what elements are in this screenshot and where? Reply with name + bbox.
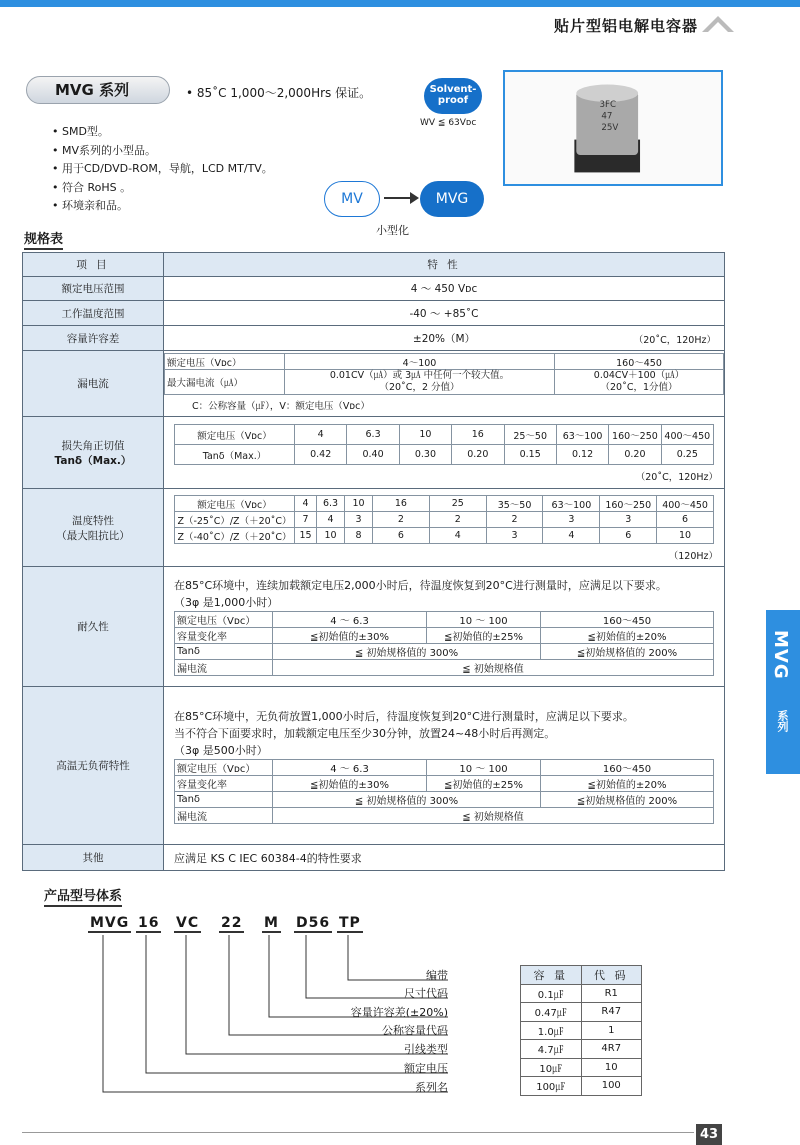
zratio-cell: 16 (373, 496, 430, 512)
temp-char-label: 温度特性 (72, 514, 114, 527)
zratio-cell: 8 (345, 528, 373, 544)
temp-char-table (174, 495, 714, 544)
photo-marking-line: 25V (601, 122, 619, 133)
shelf-cell: 160～450 (541, 759, 714, 775)
tan-cell: 额定电压（Vᴅᴄ） (175, 425, 295, 445)
cap-cell: 1.0㎌ (521, 1021, 582, 1040)
cap-cell: R1 (581, 984, 642, 1003)
endurance-cell: ≦ 初始规格值的 300% (273, 644, 541, 660)
tan-cell: 16 (452, 425, 504, 445)
zratio-cell: 15 (295, 528, 317, 544)
endurance-label: 耐久性 (23, 567, 164, 687)
endurance-cell: 漏电流 (175, 660, 273, 676)
top-accent-bar (0, 0, 800, 7)
shelf-text: 当不符合下面要求时，加载额定电压至少30分钟，放置24~48小时后再测定。 (174, 726, 556, 740)
rated-voltage-value: 4 ～ 450 Vᴅᴄ (164, 277, 725, 301)
endurance-cell: 160～450 (541, 612, 714, 628)
page-title: 贴片型铝电解电容器 (553, 17, 698, 35)
tan-cell: 0.40 (347, 445, 399, 465)
zratio-cell: 4 (429, 528, 486, 544)
cap-cell: 100㎌ (521, 1077, 582, 1096)
zratio-cell: 3 (486, 528, 543, 544)
shelf-cell: 额定电压（Vᴅᴄ） (175, 759, 273, 775)
spec-heading: 规格表 (24, 228, 63, 250)
shelf-cell: ≦初始规格值的 200% (541, 791, 714, 807)
cap-cell: 1 (581, 1021, 642, 1040)
zratio-cell: 7 (295, 512, 317, 528)
other-label: 其他 (23, 845, 164, 871)
zratio-cell: 63～100 (543, 496, 600, 512)
tan-cell: 25～50 (504, 425, 556, 445)
endurance-cell: ≦初始值的±30% (273, 628, 427, 644)
shelf-cell: ≦初始值的±20% (541, 775, 714, 791)
zratio-cell: 6.3 (317, 496, 345, 512)
shelf-text: （3φ 是500小时） (174, 743, 268, 757)
temp-range-label: 工作温度范围 (23, 301, 164, 326)
page-number: 43 (696, 1124, 722, 1145)
endurance-cell: 容量变化率 (175, 628, 273, 644)
zratio-cell: 3 (345, 512, 373, 528)
shelf-cell: 容量变化率 (175, 775, 273, 791)
mvg-bubble: MVG (420, 181, 484, 217)
tan-cell: 160～250 (609, 425, 661, 445)
cap-cell: 0.1㎌ (521, 984, 582, 1003)
col-item: 项 目 (23, 253, 164, 277)
series-side-tab (766, 610, 800, 774)
tolerance-label: 容量许容差 (23, 326, 164, 351)
leak-formula-note: （20˚C，1分值） (600, 382, 678, 393)
feature-item: • 用于CD/DVD-ROM，导航，LCD MT/TV。 (52, 162, 273, 175)
pn-label: 容量许容差(±20%) (350, 1006, 448, 1019)
zratio-cell: Z（-40˚C）/Z（＋20˚C） (175, 528, 295, 544)
pn-lead-code: VC (176, 915, 200, 931)
zratio-cell: 6 (600, 528, 657, 544)
cap-cell: 10 (581, 1058, 642, 1077)
zratio-cell: 10 (345, 496, 373, 512)
leak-cell: 最大漏电流（㎂） (165, 370, 285, 395)
pn-series-code: MVG (90, 915, 130, 931)
endurance-cell: 额定电压（Vᴅᴄ） (175, 612, 273, 628)
zratio-cell: 2 (486, 512, 543, 528)
col-characteristics: 特 性 (164, 253, 725, 277)
cap-cell: 10㎌ (521, 1058, 582, 1077)
shelf-cell: ≦初始值的±25% (427, 775, 541, 791)
pn-label: 尺寸代码 (404, 987, 448, 1000)
shelf-cell: 4 ～ 6.3 (273, 759, 427, 775)
tan-cell: 0.20 (452, 445, 504, 465)
endurance-cell: Tanδ (175, 644, 273, 660)
zratio-cell: 4 (317, 512, 345, 528)
zratio-cell: 6 (373, 528, 430, 544)
tan-cell: 0.25 (661, 445, 713, 465)
side-tab-sub: 系列 (776, 710, 789, 732)
shelf-cell: Tanδ (175, 791, 273, 807)
tolerance-note: （20˚C，120Hz） (633, 335, 716, 346)
zratio-cell: 10 (657, 528, 714, 544)
endurance-cell: 4 ～ 6.3 (273, 612, 427, 628)
series-headline: • 85˚C 1,000～2,000Hrs 保证。 (186, 86, 372, 100)
tan-cell: 63～100 (556, 425, 608, 445)
tan-cell: 10 (399, 425, 451, 445)
tan-cell: 0.42 (295, 445, 347, 465)
cap-cell: 100 (581, 1077, 642, 1096)
tolerance-value: ±20%（M） (412, 332, 476, 345)
endurance-cell: 10 ～ 100 (427, 612, 541, 628)
tan-label: 损失角正切值 (61, 439, 125, 452)
leak-formula: 0.01CV（㎂）或 3㎂ 中任何一个较大值。 (329, 370, 510, 381)
pn-capacitance-code: 22 (221, 915, 243, 931)
cap-cell: 0.47㎌ (521, 1003, 582, 1022)
samyoung-logo (698, 12, 738, 36)
shelf-table (174, 759, 714, 824)
shelf-text: 在85°C环境中，无负荷放置1,000小时后，待温度恢复到20°C进行测量时，应满足以下要求。 (174, 709, 634, 723)
solvent-proof-badge: Solvent- proof (424, 78, 482, 114)
temp-char-label-sub: （最大阻抗比） (56, 529, 130, 542)
temp-range-value: -40 ～ +85˚C (164, 301, 725, 326)
zratio-cell: 25 (429, 496, 486, 512)
photo-marking-line: 47 (601, 111, 613, 122)
rated-voltage-label: 额定电压范围 (23, 277, 164, 301)
zratio-cell: 3 (543, 512, 600, 528)
endurance-cell: ≦初始规格值的 200% (541, 644, 714, 660)
shelf-cell: ≦初始值的±30% (273, 775, 427, 791)
leak-cell: 160～450 (555, 354, 724, 370)
tan-note: （20˚C，120Hz） (635, 472, 718, 483)
cap-cell: R47 (581, 1003, 642, 1022)
leakage-note: C：公称容量（㎌），V：额定电压（Vᴅᴄ） (192, 401, 370, 412)
feature-item: • SMD型。 (52, 125, 109, 138)
zratio-cell: 35～50 (486, 496, 543, 512)
tan-cell: 400～450 (661, 425, 713, 445)
tan-cell: 4 (295, 425, 347, 445)
tan-cell: 0.15 (504, 445, 556, 465)
cap-cell: 4.7㎌ (521, 1040, 582, 1059)
leak-cell: 额定电压（Vᴅᴄ） (165, 354, 285, 370)
endurance-text: （3φ 是1,000小时） (174, 596, 279, 609)
solvent-wv-note: WV ≦ 63Vᴅᴄ (420, 118, 477, 128)
cap-header: 容 量 (521, 966, 582, 985)
leak-formula: 0.04CV＋100（㎂） (593, 370, 685, 381)
leak-cell: 4～100 (285, 354, 555, 370)
zratio-cell: Z（-25˚C）/Z（＋20˚C） (175, 512, 295, 528)
zratio-cell: 10 (317, 528, 345, 544)
leakage-table (164, 353, 724, 395)
pn-voltage-code: 16 (138, 915, 160, 931)
tan-cell: 0.30 (399, 445, 451, 465)
pn-label: 编带 (426, 969, 448, 982)
tan-cell: Tanδ（Max.） (175, 445, 295, 465)
pn-taping-code: TP (339, 915, 361, 931)
shelf-life-label: 高温无负荷特性 (23, 687, 164, 845)
tan-table (174, 424, 714, 465)
feature-item: • MV系列的小型品。 (52, 143, 156, 157)
endurance-cell: ≦初始值的±20% (541, 628, 714, 644)
miniaturized-caption: 小型化 (376, 224, 409, 237)
capacitor-photo (503, 70, 723, 186)
feature-item: • 符合 RoHS 。 (52, 180, 132, 194)
pn-label: 系列名 (415, 1081, 448, 1094)
zratio-cell: 6 (657, 512, 714, 528)
tan-label-sub: Tanδ（Max.） (54, 454, 132, 467)
pn-tolerance-code: M (264, 915, 279, 931)
cap-cell: 4R7 (581, 1040, 642, 1059)
leak-formula-note: （20˚C，2 分值） (379, 382, 460, 393)
arrow-right-icon (382, 190, 420, 206)
pn-label: 公称容量代码 (382, 1024, 448, 1037)
pn-label: 额定电压 (404, 1062, 448, 1075)
capacitance-code-table (520, 965, 642, 1096)
endurance-table (174, 611, 714, 676)
photo-marking-line: 3FC (599, 99, 617, 110)
endurance-cell: ≦初始值的±25% (427, 628, 541, 644)
spec-table (22, 252, 725, 871)
endurance-text: 在85°C环境中，连续加载额定电压2,000小时后，待温度恢复到20°C进行测量时，应满足以下要求。 (174, 579, 667, 592)
feature-item: • 环境亲和品。 (52, 199, 128, 212)
shelf-cell: 10 ～ 100 (427, 759, 541, 775)
shelf-cell: ≦ 初始规格值 (273, 807, 714, 823)
other-value: 应满足 KS C IEC 60384-4的特性要求 (164, 845, 725, 871)
shelf-cell: ≦ 初始规格值的 300% (273, 791, 541, 807)
footer-divider (22, 1132, 694, 1133)
zratio-cell: 400～450 (657, 496, 714, 512)
zratio-cell: 160～250 (600, 496, 657, 512)
mv-bubble: MV (324, 181, 380, 217)
temp-char-note: （120Hz） (668, 551, 718, 562)
tan-cell: 6.3 (347, 425, 399, 445)
shelf-cell: 漏电流 (175, 807, 273, 823)
pn-label: 引线类型 (404, 1043, 448, 1056)
zratio-cell: 3 (600, 512, 657, 528)
zratio-cell: 额定电压（Vᴅᴄ） (175, 496, 295, 512)
tan-cell: 0.20 (609, 445, 661, 465)
zratio-cell: 4 (543, 528, 600, 544)
part-number-heading: 产品型号体系 (44, 885, 122, 907)
feature-list (52, 123, 273, 216)
endurance-cell: ≦ 初始规格值 (273, 660, 714, 676)
pn-size-code: D56 (296, 915, 331, 931)
zratio-cell: 2 (429, 512, 486, 528)
series-pill: MVG 系列 (26, 76, 170, 104)
zratio-cell: 2 (373, 512, 430, 528)
cap-header: 代 码 (581, 966, 642, 985)
tan-cell: 0.12 (556, 445, 608, 465)
leakage-label: 漏电流 (23, 351, 164, 417)
zratio-cell: 4 (295, 496, 317, 512)
side-tab-label: MVG (770, 630, 791, 680)
